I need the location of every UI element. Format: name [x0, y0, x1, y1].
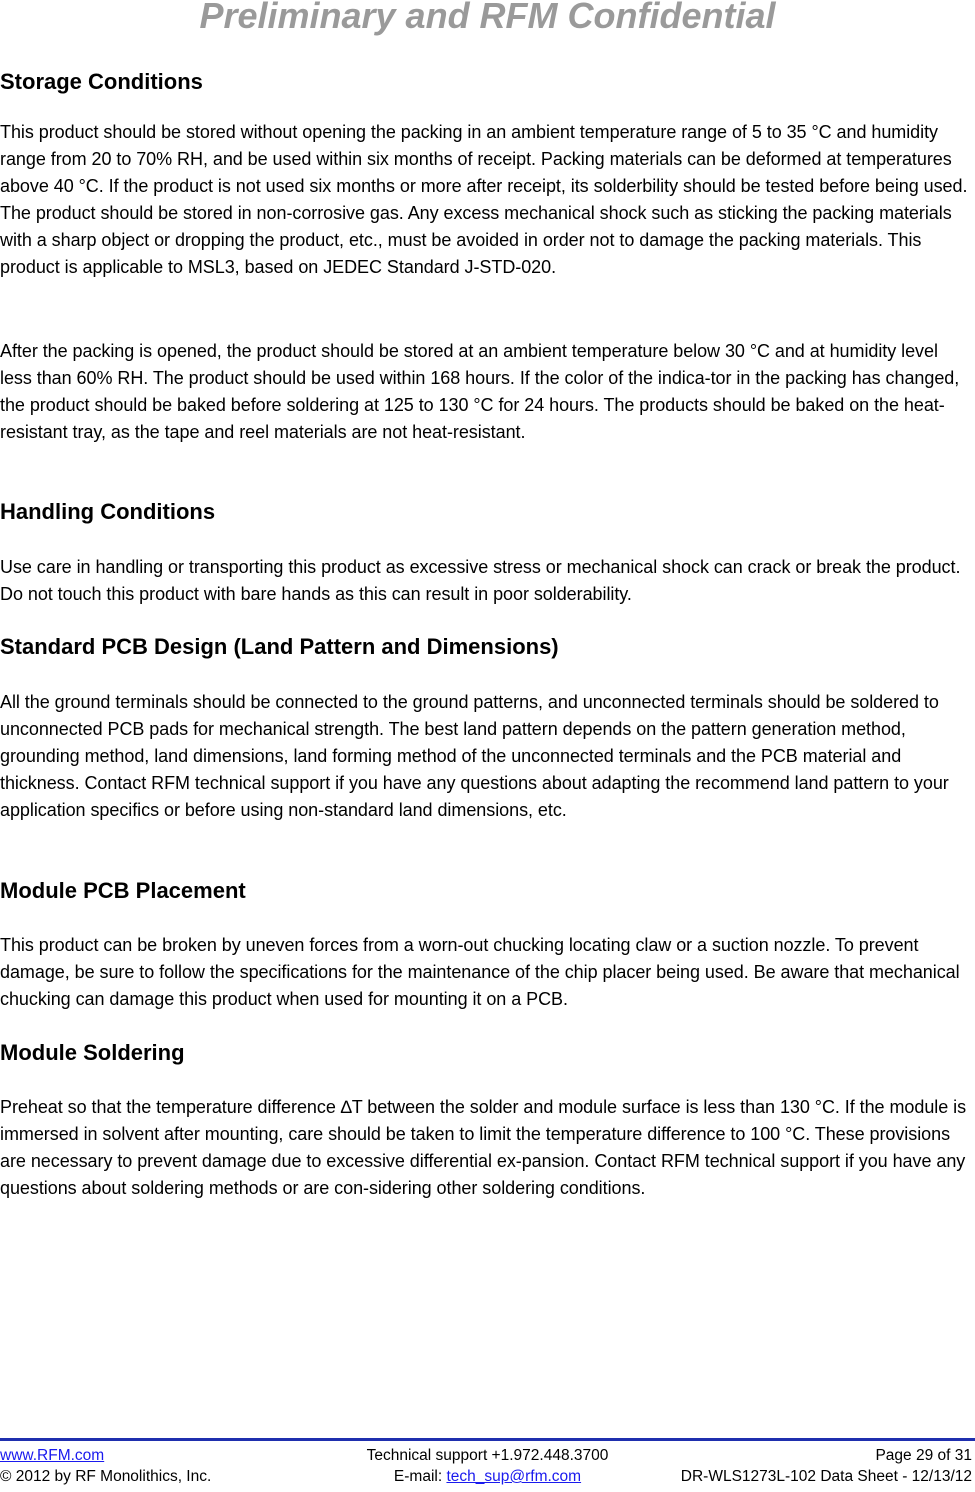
- soldering-heading: Module Soldering: [0, 1040, 185, 1065]
- pcb-design-heading: Standard PCB Design (Land Pattern and Dimensions): [0, 634, 559, 659]
- handling-heading: Handling Conditions: [0, 499, 216, 524]
- pcb-design-paragraph: All the ground terminals should be connected to the ground patterns, and unconnected terminals should be soldered to unconnected PCB pads for mechanical strength. The best land pattern depends on the pattern generation method, grounding method, land dimensions, land forming method of the unconnected terminals and the PCB material and thickness. Contact RFM technical support if you have any questions about adapting the recommend land pattern to your application specifics or before using non-standard land dimensions, etc.: [0, 692, 949, 820]
- storage-paragraph-1: This product should be stored without opening the packing in an ambient temperature range of 5 to 35 °C and humidity range from 20 to 70% RH, and be used within six months of receipt. Packing materials can be deformed at temperatures above 40 °C. If the product is not used six months or more after receipt, its solderbility should be tested before being used. The product should be stored in non-corrosive gas. Any excess mechanical shock such as sticking the packing materials with a sharp object or dropping the product, etc., must be avoided in order not to damage the packing materials. This product is applicable to MSL3, based on JEDEC Standard J-STD-020.: [0, 122, 968, 277]
- soldering-paragraph: Preheat so that the temperature difference ∆T between the solder and module surface is less than 130 °C. If the module is immersed in solvent after mounting, care should be taken to limit the temperature difference to 100 °C. These provisions are necessary to prevent damage due to excessive differential ex-pansion. Contact RFM technical support if you have any questions about soldering methods or are con-sidering other soldering conditions.: [0, 1097, 967, 1198]
- handling-paragraph: Use care in handling or transporting this product as excessive stress or mechanical shock can crack or break the product. Do not touch this product with bare hands as this can result in poor solderability.: [0, 557, 961, 604]
- confidential-banner: Preliminary and RFM Confidential: [199, 0, 776, 36]
- email-label: E-mail:: [393, 1468, 447, 1485]
- website-link[interactable]: www.RFM.com: [0, 1447, 105, 1464]
- doc-id: DR-WLS1273L-102 Data Sheet - 12/13/12: [680, 1468, 972, 1485]
- placement-paragraph: This product can be broken by uneven forces from a worn-out chucking locating claw or a suction nozzle. To prevent damage, be sure to follow the specifications for the maintenance of the chip placer being used. Be aware that mechanical chucking can damage this product when used for mounting it on a PCB.: [0, 935, 960, 1009]
- email-link[interactable]: tech_sup@rfm.com: [446, 1468, 582, 1485]
- copyright-text: © 2012 by RF Monolithics, Inc.: [0, 1468, 212, 1485]
- storage-paragraph-2: After the packing is opened, the product should be stored at an ambient temperature below 30 °C and at humidity level less than 60% RH. The product should be used within 168 hours. If the color of the indica-tor in the packing has changed, the product should be baked before soldering at 125 to 130 °C for 24 hours. The products should be baked on the heat-resistant tray, as the tape and reel materials are not heat-resistant.: [0, 341, 960, 442]
- tech-support-text: Technical support +1.972.448.3700: [366, 1447, 609, 1464]
- page-number: Page 29 of 31: [875, 1447, 972, 1464]
- footer-divider: [0, 1438, 975, 1441]
- storage-heading: Storage Conditions: [0, 69, 203, 94]
- placement-heading: Module PCB Placement: [0, 878, 246, 903]
